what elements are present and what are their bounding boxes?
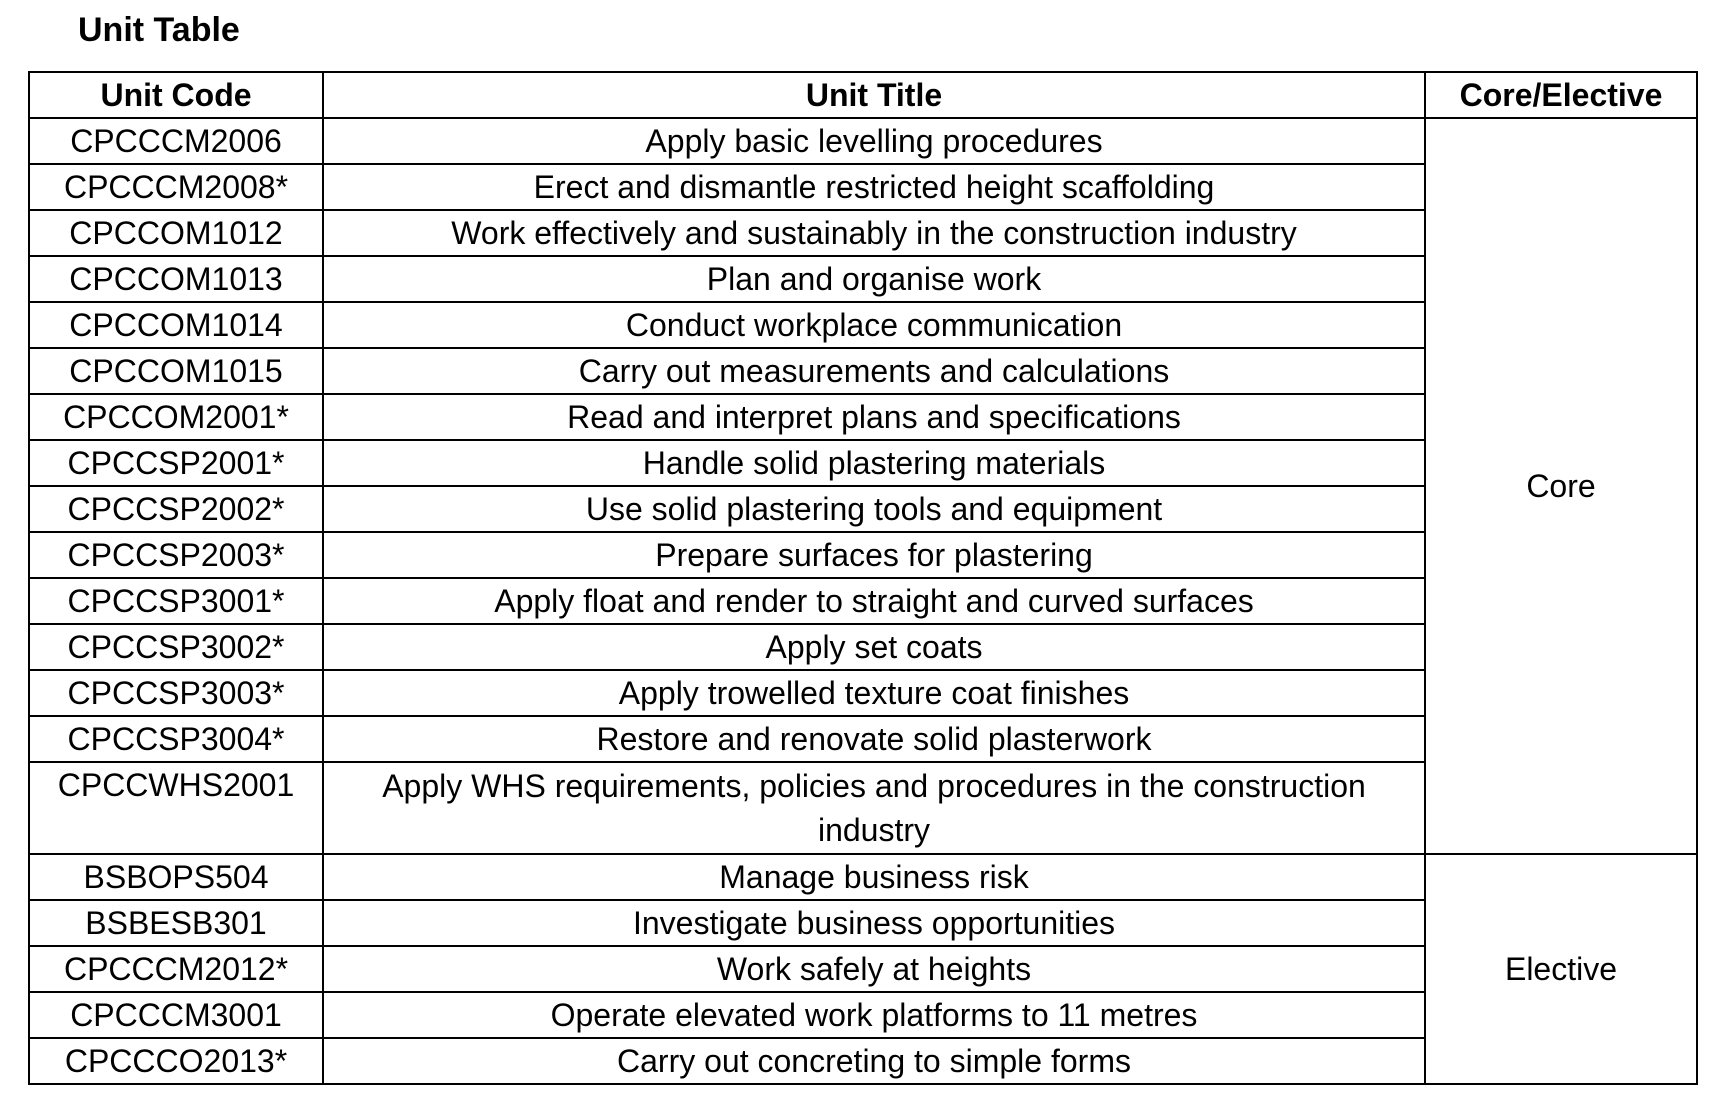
unit-title-cell: Apply float and render to straight and curved surfaces	[323, 578, 1425, 624]
table-row	[29, 854, 1697, 900]
unit-title-cell: Apply set coats	[323, 624, 1425, 670]
unit-code-cell: CPCCSP3002*	[29, 624, 323, 670]
unit-title-cell: Apply trowelled texture coat finishes	[323, 670, 1425, 716]
unit-title-cell: Use solid plastering tools and equipment	[323, 486, 1425, 532]
unit-code-cell: BSBESB301	[29, 900, 323, 946]
unit-title-cell: Prepare surfaces for plastering	[323, 532, 1425, 578]
unit-code-cell: CPCCSP3004*	[29, 716, 323, 762]
unit-title-cell: Restore and renovate solid plasterwork	[323, 716, 1425, 762]
unit-code-cell: CPCCSP2003*	[29, 532, 323, 578]
unit-code-cell: CPCCOM1012	[29, 210, 323, 256]
unit-code-cell: CPCCCM2012*	[29, 946, 323, 992]
unit-code-cell: CPCCWHS2001	[29, 762, 323, 854]
page-title: Unit Table	[78, 11, 240, 49]
unit-code-cell: CPCCOM1015	[29, 348, 323, 394]
unit-title-cell: Plan and organise work	[323, 256, 1425, 302]
core-group-cell: Core	[1425, 118, 1697, 854]
table-row	[29, 118, 1697, 164]
unit-title-cell: Handle solid plastering materials	[323, 440, 1425, 486]
unit-code-cell: CPCCSP3003*	[29, 670, 323, 716]
unit-code-cell: CPCCSP3001*	[29, 578, 323, 624]
unit-title-cell: Erect and dismantle restricted height scaffolding	[323, 164, 1425, 210]
unit-title-cell: Operate elevated work platforms to 11 metres	[323, 992, 1425, 1038]
unit-code-cell: BSBOPS504	[29, 854, 323, 900]
unit-title-cell: Apply WHS requirements, policies and procedures in the construction industry	[323, 762, 1425, 854]
unit-code-cell: CPCCOM1013	[29, 256, 323, 302]
unit-title-cell: Apply basic levelling procedures	[323, 118, 1425, 164]
unit-title-cell: Work safely at heights	[323, 946, 1425, 992]
unit-code-cell: CPCCCO2013*	[29, 1038, 323, 1084]
unit-code-cell: CPCCCM3001	[29, 992, 323, 1038]
unit-code-cell: CPCCSP2001*	[29, 440, 323, 486]
column-header-unit-title: Unit Title	[323, 72, 1425, 118]
unit-code-cell: CPCCSP2002*	[29, 486, 323, 532]
unit-title-cell: Investigate business opportunities	[323, 900, 1425, 946]
unit-title-cell: Carry out concreting to simple forms	[323, 1038, 1425, 1084]
unit-code-cell: CPCCCM2006	[29, 118, 323, 164]
unit-code-cell: CPCCCM2008*	[29, 164, 323, 210]
table-header-row	[29, 72, 1697, 118]
unit-code-cell: CPCCOM1014	[29, 302, 323, 348]
column-header-core-elective: Core/Elective	[1425, 72, 1697, 118]
unit-title-cell: Conduct workplace communication	[323, 302, 1425, 348]
unit-title-cell: Manage business risk	[323, 854, 1425, 900]
unit-title-cell: Work effectively and sustainably in the construction industry	[323, 210, 1425, 256]
elective-group-cell: Elective	[1425, 854, 1697, 1084]
unit-title-cell: Read and interpret plans and specifications	[323, 394, 1425, 440]
column-header-unit-code: Unit Code	[29, 72, 323, 118]
unit-code-cell: CPCCOM2001*	[29, 394, 323, 440]
unit-table	[28, 71, 1698, 1085]
unit-title-cell: Carry out measurements and calculations	[323, 348, 1425, 394]
